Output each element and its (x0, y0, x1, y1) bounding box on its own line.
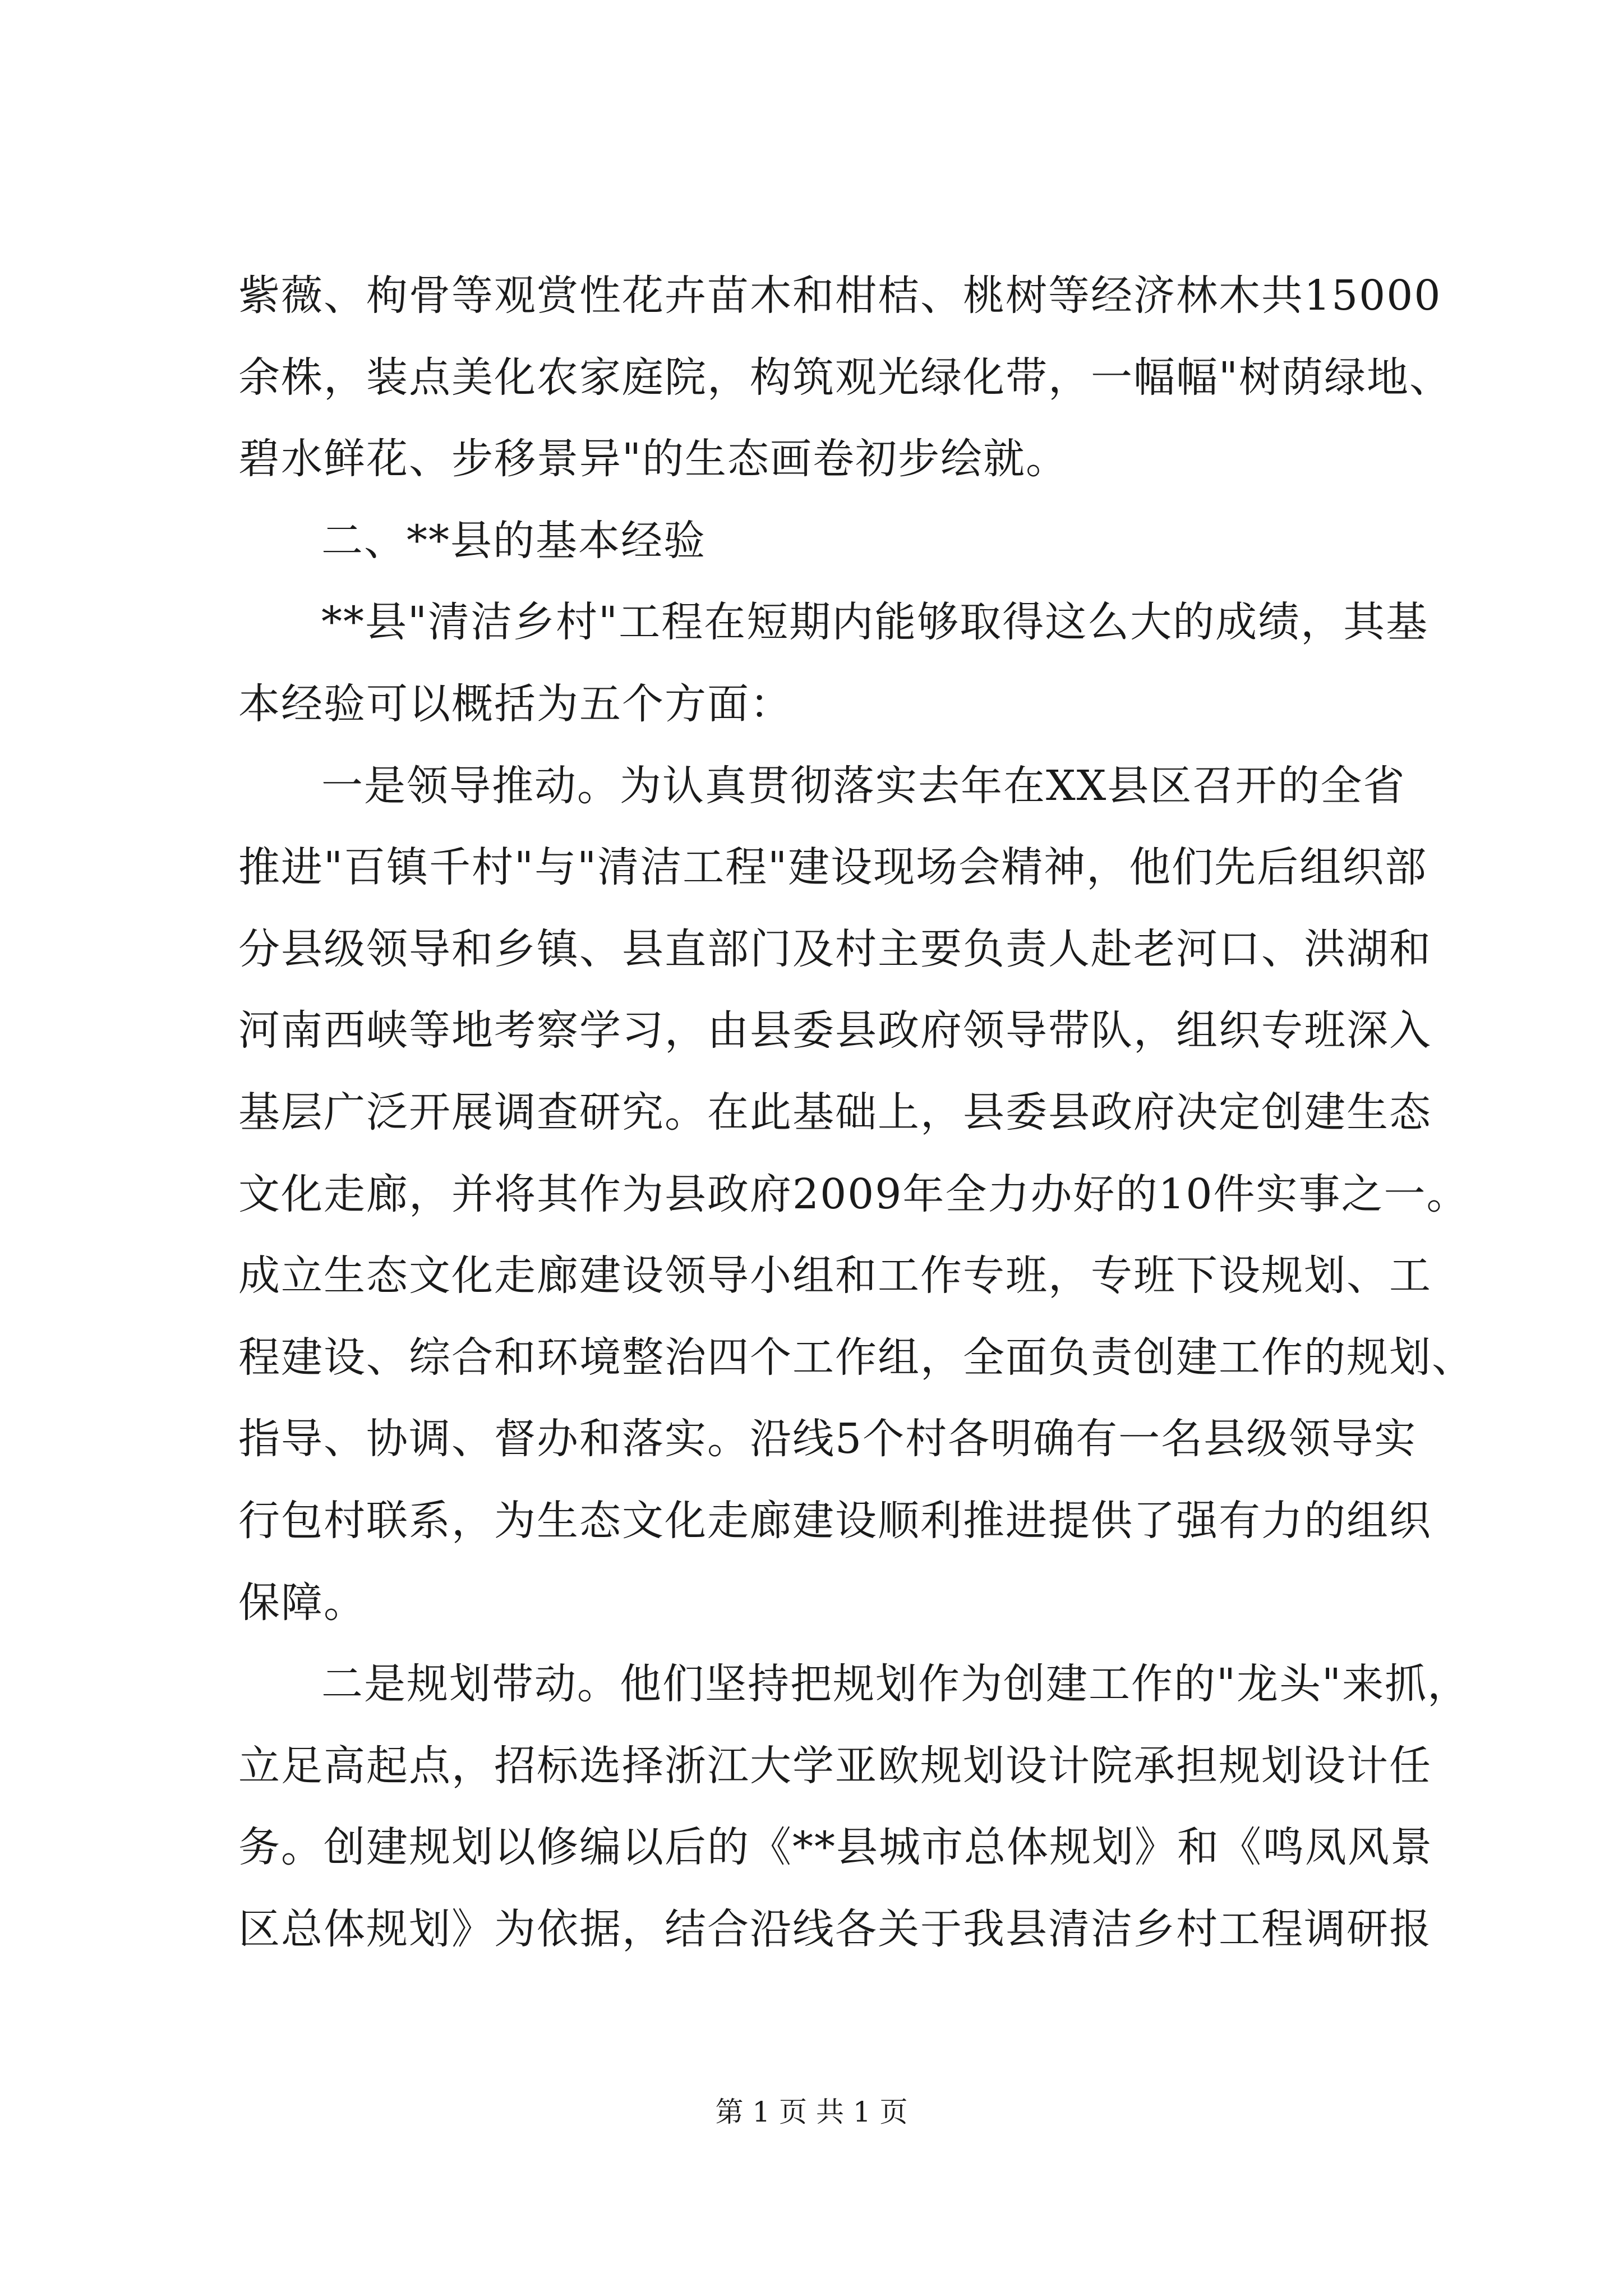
text-line: 碧水鲜花、步移景异"的生态画卷初步绘就。 (238, 435, 1069, 484)
page-number-label: 第 1 页 共 1 页 (715, 2096, 908, 2128)
document-body (238, 255, 1474, 1970)
text-line: 行包村联系，为生态文化走廊建设顺利推进提供了强有力的组织 (238, 1496, 1432, 1545)
text-line: 成立生态文化走廊建设领导小组和工作专班，专班下设规划、工 (238, 1251, 1432, 1300)
page-footer (0, 2092, 1623, 2132)
text-line: 基层广泛开展调查研究。在此基础上，县委县政府决定创建生态 (238, 1088, 1432, 1137)
text-line: 推进"百镇千村"与"清洁工程"建设现场会精神，他们先后组织部 (238, 843, 1428, 892)
text-line: 紫薇、枸骨等观赏性花卉苗木和柑桔、桃树等经济林木共15000 (238, 272, 1442, 320)
text-line: 余株，装点美化农家庭院，构筑观光绿化带，一幅幅"树荫绿地、 (238, 353, 1453, 402)
text-line: 二是规划带动。他们坚持把规划作为创建工作的"龙头"来抓， (321, 1660, 1470, 1709)
text-line: 区总体规划》为依据，结合沿线各关于我县清洁乡村工程调研报 (238, 1904, 1432, 1953)
text-line: 立足高起点，招标选择浙江大学亚欧规划设计院承担规划设计任 (238, 1741, 1432, 1790)
text-line: 指导、协调、督办和落实。沿线5个村各明确有一名县级领导实 (238, 1415, 1417, 1464)
text-line: 一是领导推动。为认真贯彻落实去年在XX县区召开的全省 (321, 761, 1406, 810)
text-line: 文化走廊，并将其作为县政府2009年全力办好的10件实事之一。 (238, 1170, 1469, 1218)
text-line: 分县级领导和乡镇、县直部门及村主要负责人赴老河口、洪湖和 (238, 924, 1432, 973)
text-line: 程建设、综合和环境整治四个工作组，全面负责创建工作的规划、 (238, 1333, 1474, 1382)
text-line: 本经验可以概括为五个方面： (238, 679, 792, 728)
text-line: 河南西峡等地考察学习，由县委县政府领导带队，组织专班深入 (238, 1006, 1432, 1055)
text-line: 务。创建规划以修编以后的《**县城市总体规划》和《鸣凤风景 (238, 1823, 1433, 1872)
text-line: 保障。 (238, 1578, 366, 1627)
section-heading: 二、**县的基本经验 (321, 516, 706, 565)
text-line: **县"清洁乡村"工程在短期内能够取得这么大的成绩，其基 (321, 598, 1429, 647)
